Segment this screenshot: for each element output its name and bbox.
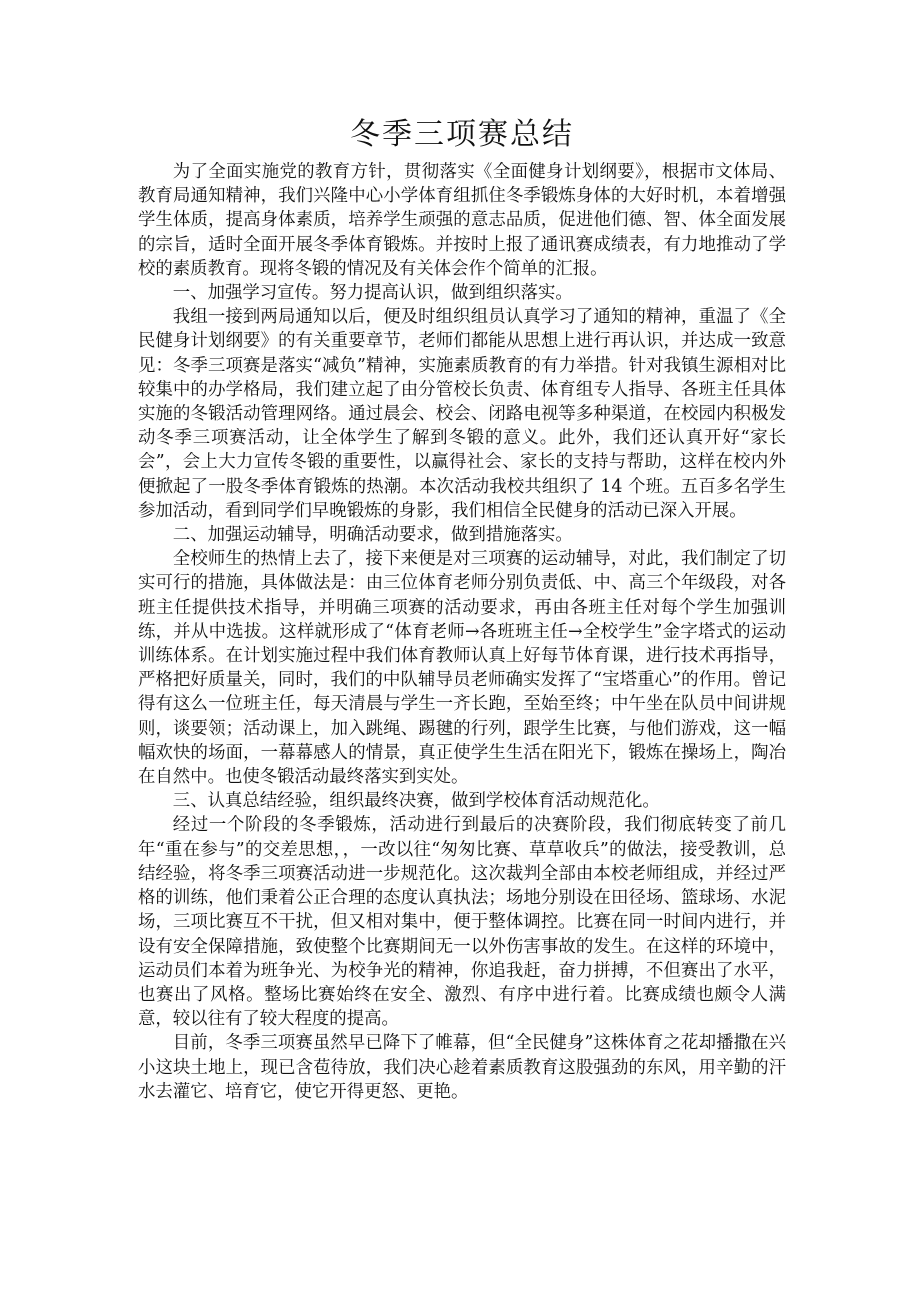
section-heading-3: 三、认真总结经验，组织最终决赛，做到学校体育活动规范化。 [172, 791, 660, 812]
section-heading-1: 一、加强学习宣传。努力提高认识，做到组织落实。 [172, 283, 573, 304]
paragraph-conclusion: 目前，冬季三项赛虽然早已降下了帷幕，但“全民健身”这株体育之花却播撒在兴小这块土地上，现已含苞待放，我们决心趁着素质教育这股强劲的东风，用辛勤的汗水去灌它、培育它，使它开得更怒、更艳。 [138, 1033, 786, 1102]
paragraph-section-3: 经过一个阶段的冬季锻炼，活动进行到最后的决赛阶段，我们彻底转变了前几年“重在参与”的交差思想，，一改以往“匆匆比赛、草草收兵”的做法，接受教训，总结经验，将冬季三项赛活动进一步规范化。这次裁判全部由本校老师组成，并经过严格的训练，他们秉着公正合理的态度认真执法；场地分别设在田径场、篮球场、水泥场，三项比赛互不干扰，但又相对集中，便于整体调控。比赛在同一时间内进行，并设有安全保障措施，致使整个比赛期间无一以外伤害事故的发生。在这样的环境中，运动员们本着为班争光、为校争光的精神，你追我赶，奋力拼搏，不但赛出了水平，也赛出了风格。整场比赛始终在安全、激烈、有序中进行着。比赛成绩也颇令人满意，较以往有了较大程度的提高。 [138, 815, 786, 1030]
document-body [138, 112, 786, 1104]
paragraph-section-2: 全校师生的热情上去了，接下来便是对三项赛的运动辅导，对此，我们制定了切实可行的措施，具体做法是：由三位体育老师分别负责低、中、高三个年级段，对各班主任提供技术指导，并明确三项赛的活动要求，再由各班主任对每个学生加强训练，并从中选拔。这样就形成了“体育老师→各班班主任→全校学生”金字塔式的运动训练体系。在计划实施过程中我们体育教师认真上好每节体育课，进行技术再指导，严格把好质量关，同时，我们的中队辅导员老师确实发挥了“宝塔重心”的作用。曾记得有这么一位班主任，每天清晨与学生一齐长跑，至始至终；中午坐在队员中间讲规则，谈要领；活动课上，加入跳绳、踢毽的行列，跟学生比赛，与他们游戏，这一幅幅欢快的场面，一幕幕感人的情景，真正使学生生活在阳光下，锻炼在操场上，陶冶在自然中。也使冬锻活动最终落实到实处。 [138, 549, 786, 788]
paragraph-section-1: 我组一接到两局通知以后，便及时组织组员认真学习了通知的精神，重温了《全民健身计划纲要》的有关重要章节，老师们都能从思想上进行再认识，并达成一致意见：冬季三项赛是落实“减负”精神，实施素质教育的有力举措。针对我镇生源相对比较集中的办学格局，我们建立起了由分管校长负责、体育组专人指导、各班主任具体实施的冬锻活动管理网络。通过晨会、校会、闭路电视等多种渠道，在校园内积极发动冬季三项赛活动，让全体学生了解到冬锻的意义。此外，我们还认真开好“家长会”，会上大力宣传冬锻的重要性，以赢得社会、家长的支持与帮助，这样在校内外便掀起了一股冬季体育锻炼的热潮。本次活动我校共组织了 14 个班。五百多名学生参加活动，看到同学们早晚锻炼的身影，我们相信全民健身的活动已深入开展。 [138, 307, 786, 521]
paragraph-intro: 为了全面实施党的教育方针，贯彻落实《全面健身计划纲要》，根据市文体局、教育局通知精神，我们兴隆中心小学体育组抓住冬季锻炼身体的大好时机，本着增强学生体质，提高身体素质，培养学生顽强的意志品质，促进他们德、智、体全面发展的宗旨，适时全面开展冬季体育锻炼。并按时上报了通讯赛成绩表，有力地推动了学校的素质教育。现将冬锻的情况及有关体会作个简单的汇报。 [138, 162, 786, 279]
document-title: 冬季三项赛总结 [350, 117, 574, 152]
section-heading-2: 二、加强运动辅导，明确活动要求，做到措施落实。 [172, 525, 573, 546]
